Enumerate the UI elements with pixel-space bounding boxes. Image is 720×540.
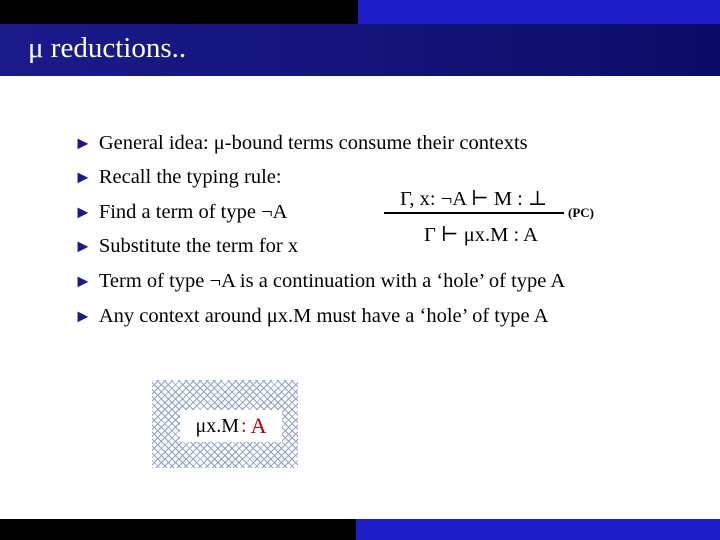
bullet-arrow-icon: ► xyxy=(74,271,92,291)
bottom-bar xyxy=(0,519,720,540)
top-bar-right xyxy=(358,0,720,24)
hole-term: μx.M xyxy=(195,414,240,437)
hole-type: A xyxy=(250,413,267,438)
bullet-text: Find a term of type ¬A xyxy=(98,201,288,223)
title-band xyxy=(0,24,720,76)
slide-title: μ reductions.. xyxy=(28,32,187,64)
bullet-text: Substitute the term for x xyxy=(98,235,299,257)
hole-colon: : xyxy=(241,414,247,437)
bullet-find-term xyxy=(74,201,287,224)
rule-premise: Γ, x: ¬A ⊢ M : ⊥ xyxy=(400,188,548,210)
bullet-arrow-icon: ► xyxy=(74,236,92,256)
bullet-text: Any context around μx.M must have a ‘hole’ of type A xyxy=(98,305,549,327)
bullet-recall-rule xyxy=(74,166,282,189)
bullet-general-idea xyxy=(74,132,528,155)
bullet-any-context xyxy=(74,305,548,328)
rule-conclusion: Γ ⊢ μx.M : A xyxy=(424,224,538,246)
rule-inference-line xyxy=(384,212,564,214)
bullet-arrow-icon: ► xyxy=(74,202,92,222)
top-bar-left xyxy=(0,0,358,24)
bullet-text: Recall the typing rule: xyxy=(98,166,282,188)
bullet-substitute xyxy=(74,235,298,258)
context-hole xyxy=(180,410,282,442)
bullet-arrow-icon: ► xyxy=(74,306,92,326)
bullet-text: General idea: μ-bound terms consume their contexts xyxy=(98,132,528,154)
bullet-arrow-icon: ► xyxy=(74,167,92,187)
rule-name: (PC) xyxy=(568,205,594,220)
bullet-text: Term of type ¬A is a continuation with a ‘hole’ of type A xyxy=(98,270,566,292)
top-bar xyxy=(0,0,720,24)
context-diagram xyxy=(152,380,298,468)
bottom-bar-right xyxy=(356,519,720,540)
bullet-continuation xyxy=(74,270,565,293)
bullet-arrow-icon: ► xyxy=(74,133,92,153)
